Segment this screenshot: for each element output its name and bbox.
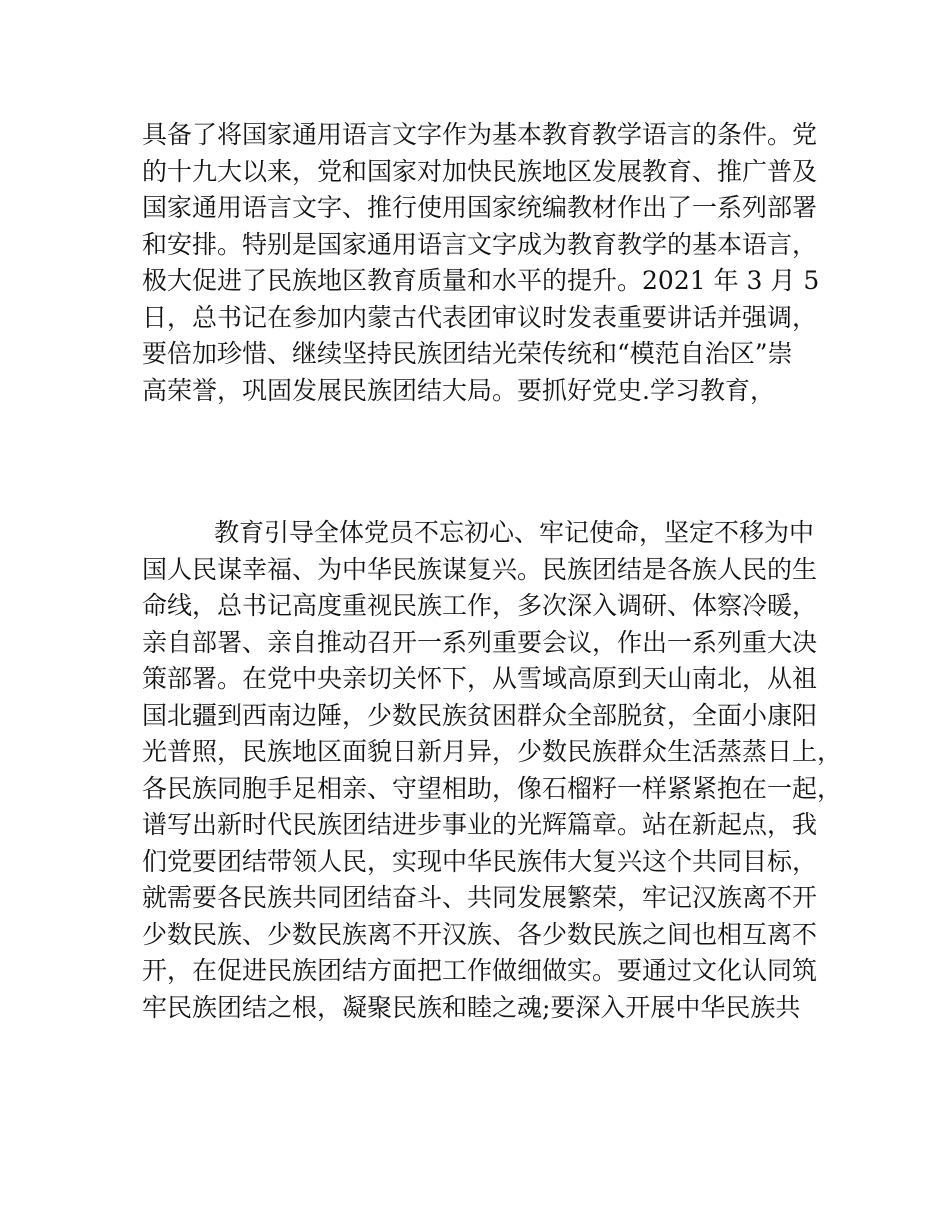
- text-line: 各民族同胞手足相亲、守望相助，像石榴籽一样紧紧抱在一起，: [142, 773, 843, 803]
- text-line: 高荣誉，巩固发展民族团结大局。要抓好党史.学习教育，: [142, 375, 775, 405]
- text-line: 命线，总书记高度重视民族工作，多次深入调研、体察冷暖，: [142, 591, 818, 620]
- text-line: 和安排。特别是国家通用语言文字成为教育教学的基本语言，: [142, 229, 818, 259]
- paragraph-1: [142, 117, 832, 409]
- text-line: 亲自部署、亲自推动召开一系列重要会议，作出一系列重大决: [142, 627, 818, 657]
- text-line: 国北疆到西南边陲，少数民族贫困群众全部脱贫，全面小康阳: [142, 700, 818, 730]
- text-line: 开，在促进民族团结方面把工作做细做实。要通过文化认同筑: [142, 956, 818, 985]
- text-line: 国家通用语言文字、推行使用国家统编教材作出了一系列部署: [142, 193, 818, 222]
- text-line: 谱写出新时代民族团结进步事业的光辉篇章。站在新起点，我: [142, 810, 818, 839]
- text-line: 光普照，民族地区面貌日新月异，少数民族群众生活蒸蒸日上，: [142, 737, 843, 766]
- text-line: 们党要团结带领人民，实现中华民族伟大复兴这个共同目标，: [142, 846, 818, 876]
- text-line: 就需要各民族共同团结奋斗、共同发展繁荣，牢记汉族离不开: [142, 883, 818, 912]
- paragraph-2: [142, 515, 843, 1026]
- text-line: 国人民谋幸福、为中华民族谋复兴。民族团结是各族人民的生: [142, 554, 818, 584]
- text-line: 极大促进了民族地区教育质量和水平的提升。2021 年 3 月 5: [142, 266, 820, 295]
- text-line-first: 教育引导全体党员不忘初心、牢记使命，坚定不移为中: [214, 518, 815, 547]
- text-line: 策部署。在党中央亲切关怀下，从雪域高原到天山南北，从祖: [142, 664, 818, 693]
- text-line: 要倍加珍惜、继续坚持民族团结光荣传统和“模范自治区”崇: [142, 339, 793, 368]
- text-line: 少数民族、少数民族离不开汉族、各少数民族之间也相互离不: [142, 919, 818, 949]
- text-line: 具备了将国家通用语言文字作为基本教育教学语言的条件。党: [142, 120, 818, 149]
- text-line: 的十九大以来，党和国家对加快民族地区发展教育、推广普及: [142, 156, 818, 186]
- text-line: 日，总书记在参加内蒙古代表团审议时发表重要讲话并强调，: [142, 302, 818, 332]
- text-line: 牢民族团结之根，凝聚民族和睦之魂;要深入开展中华民族共: [142, 992, 801, 1022]
